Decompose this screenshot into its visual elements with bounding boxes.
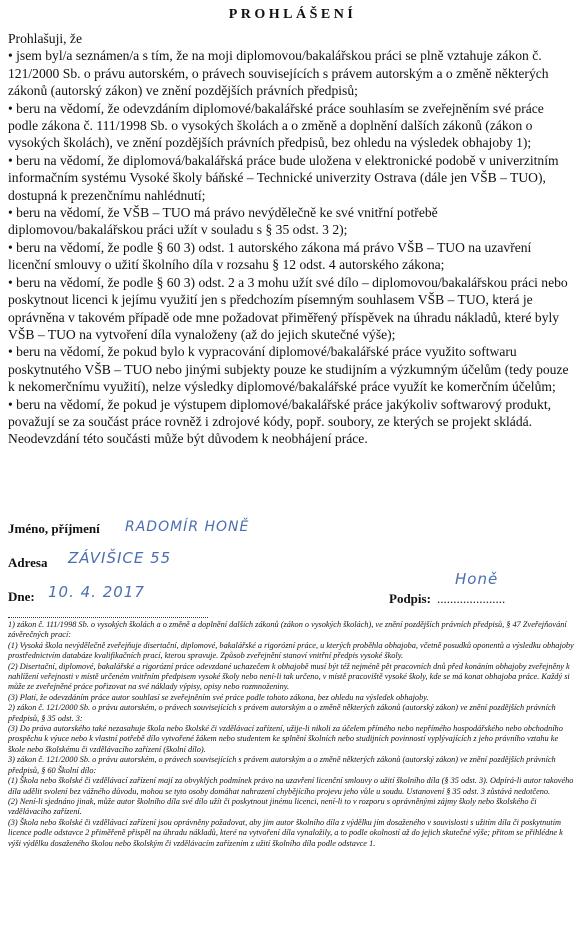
footnote: 1) zákon č. 111/1998 Sb. o vysokých školách a o změně a doplnění dalších zákonů (zákon o vysokých školách), ve znění pozdějších právních předpisů, § 47 Zveřejňování závěrečných prací:: [8, 620, 567, 640]
date-label: Dne:: [8, 589, 35, 604]
declaration-body: [8, 30, 574, 448]
footnote: (1) Vysoká škola nevýdělečně zveřejňuje disertační, diplomové, bakalářské a rigorózní práce, u kterých proběhla obhajoba, včetně posudků oponentů a výsledku obhajoby prostřednictvím databáze kvalifikačních prací, kterou spravuje. Způsob zveřejnění stanoví vnitřní předpis vysoké školy.: [8, 640, 574, 661]
declaration-item: • beru na vědomí, že podle § 60 3) odst. 2 a 3 mohu užít své dílo – diplomovou/bakalářskou práci nebo poskytnout licenci k jejímu využití jen s předchozím písemným souhlasem VŠB – TUO, která je oprávněna v takovém případě ode mne požadovat přiměřený příspěvek na úhradu nákladů, které byly VŠB – TUO na vytvoření díla vynaloženy (až do jejich skutečné výše);: [8, 274, 568, 342]
signature: Honě: [455, 570, 499, 588]
address-label: Adresa: [8, 555, 48, 570]
footnote: (1) Škola nebo školské či vzdělávací zařízení mají za obvyklých podmínek právo na uzavření licenční smlouvy o užití školního díla (§ 35 odst. 3). Odpírá-li autor takového díla udělit svolení bez vážného důvodu, mohou se tyto osoby domáhat nahrazení chybějícího projevu jeho vůle u soudu. Ustanovení § 35 odst. 3 zůstává nedotčeno.: [8, 776, 574, 796]
declaration-item: • beru na vědomí, že diplomová/bakalářská práce bude uložena v elektronické podobě v univerzitním informačním systému Vysoké školy báňské – Technické univerzity Ostrava (dále jen VŠB – TUO), dostupná k prezenčnímu nahlédnutí;: [8, 152, 559, 203]
footnote: (2) Disertační, diplomové, bakalářské a rigorózní práce odevzdané uchazečem k obhajobě musí být též nejméně pět pracovních dnů před konáním obhajoby zveřejněny k nahlížení veřejnosti v místě určeném vnitřním předpisem vysoké školy nebo není-li tak určeno, v místě pracoviště vysoké školy, kde se má konat obhajoba práce. Každý si může ze zveřejněné práce pořizovat na své náklady výpisy, opisy nebo rozmnoženiny.: [8, 661, 570, 692]
address-value: ZÁVIŠICE 55: [68, 549, 172, 567]
name-label: Jméno, příjmení: [8, 521, 100, 536]
declaration-item: • beru na vědomí, že VŠB – TUO má právo nevýdělečně ke své vnitřní potřebě diplomovou/bakalářskou práci užít v souladu s § 35 odst. 3 2);: [8, 205, 438, 238]
declaration-item: • beru na vědomí, že pokud je výstupem diplomové/bakalářské práce jakýkoliv softwarový produkt, považují se za součást práce rovněž i zdrojové kódy, popř. soubory, ze kterých se projekt skládá. Neodevzdání této součásti může být důvodem k neobhájení práce.: [8, 396, 552, 447]
signature-dots: .....................: [437, 591, 506, 606]
intro-text: Prohlašuji, že: [8, 31, 82, 46]
footnote: (3) Do práva autorského také nezasahuje škola nebo školské či vzdělávací zařízení, užije-li nikoli za účelem přímého nebo nepřímého hospodářského nebo obchodního prospěchu k výuce nebo k vlastní potřebě dílo vytvořené žákem nebo studentem ke splnění školních nebo studijních povinností vyplývajících z jeho právního vztahu ke škole nebo školskému či vzdělávacího zařízení (školní dílo).: [8, 724, 563, 754]
footnote: 2) zákon č. 121/2000 Sb. o právu autorském, o právech souvisejících s právem autorským a o změně některých zákonů (autorský zákon) ve znění pozdějších právních předpisů, § 35 odst. 3:: [8, 703, 556, 723]
declaration-item: • jsem byl/a seznámen/a s tím, že na moji diplomovou/bakalářskou práci se plně vztahuje zákon č. 121/2000 Sb. o právu autorském, o právech souvisejících s právem autorským a o změně některých zákonů (autorský zákon) ve znění pozdějších právních předpisů;: [8, 48, 549, 99]
footnote: (3) Platí, že odevzdáním práce autor souhlasí se zveřejněním své práce podle tohoto zákona, bez ohledu na výsledek obhajoby.: [8, 692, 429, 702]
declaration-item: • beru na vědomí, že pokud bylo k vypracování diplomové/bakalářské práce využito softwaru poskytnutého VŠB – TUO nebo jinými subjekty pouze ke studijním a výzkumným účelům (tedy pouze k nekomerčnímu využití), nelze výsledky diplomové/bakalářské práce využít ke komerčním účelům;: [8, 344, 569, 395]
declaration-item: • beru na vědomí, že odevzdáním diplomové/bakalářské práce souhlasím se zveřejněním své práce podle zákona č. 111/1998 Sb. o vysokých školách a o změně a doplnění dalších zákonů (zákon o vysokých školách), ve znění pozdějších právních předpisů, bez ohledu na výsledek obhajoby 1);: [8, 100, 544, 151]
footnote: (2) Není-li sjednáno jinak, může autor školního díla své dílo užít či poskytnout jinému licenci, není-li to v rozporu s oprávněnými zájmy školy nebo školského či vzdělávacího zařízení.: [8, 796, 537, 817]
name-value: RADOMÍR HONĚ: [125, 519, 250, 535]
declaration-item: • beru na vědomí, že podle § 60 3) odst. 1 autorského zákona má právo VŠB – TUO na uzavření licenční smlouvy o užití školního díla v rozsahu § 12 odst. 4 autorského zákona;: [8, 239, 532, 273]
footnote: (3) Škola nebo školské či vzdělávací zařízení jsou oprávněny požadovat, aby jim autor školního díla z výdělku jím dosaženého v souvislosti s užitím díla či poskytnutím licence podle odstavce 2 přiměřeně přispěl na úhradu nákladů, které na vytvoření díla vynaložily, a to podle okolností až do jejich skutečné výše; přitom se přihlédne k výši výdělku dosaženého školou nebo školským či vzdělávacím zařízením z užití školního díla podle odstavce 1.: [8, 817, 563, 848]
footnote-divider: [8, 617, 208, 618]
page-title: PROHLÁŠENÍ: [228, 7, 357, 22]
signature-label: Podpis:: [389, 591, 431, 606]
footnotes: [8, 620, 576, 849]
footnote: 3) zákon č. 121/2000 Sb. o právu autorském, o právech souvisejících s právem autorským a o změně některých zákonů (autorský zákon) ve znění pozdějších právních předpisů, § 60 Školní dílo:: [8, 755, 556, 775]
date-value: 10. 4. 2017: [48, 583, 145, 601]
